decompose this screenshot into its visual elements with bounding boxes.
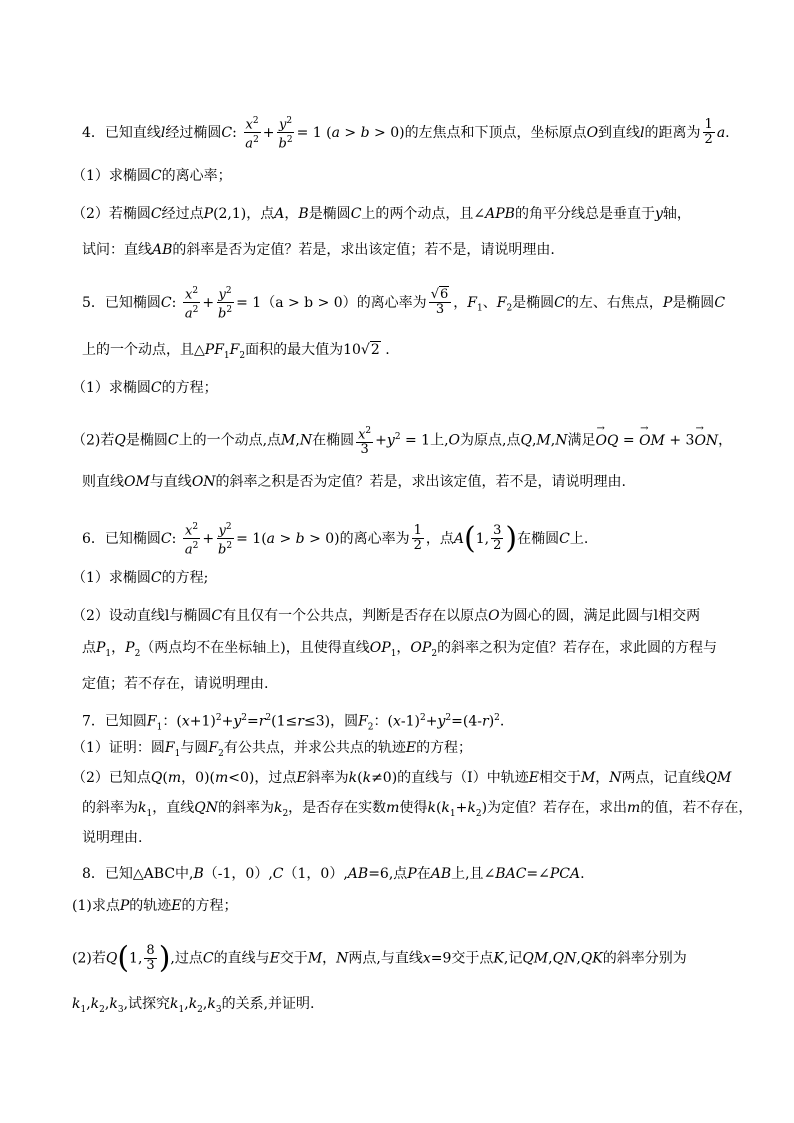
problem-7-part-2-cont: 的斜率为$k_1$，直线QN的斜率为$k_2$，是否存在实数m使得$k(k_1+k_2)$为定值？若存在，求出m的值，若不存在， — [82, 800, 753, 819]
problem-7-part-2-cont2: 说明理由. — [82, 830, 143, 846]
problem-5-statement-cont: 上的一个动点，且$\triangle PF_1F_2$面积的最大值为10√2 . — [82, 342, 390, 361]
problem-5-part-1: （1）求椭圆C的方程； — [72, 380, 218, 396]
problem-7-part-2: （2）已知点Q(m，0)(m<0)，过点E斜率为k(k≠0)的直线与（Ⅰ）中轨迹E相交于M，N两点，记直线QM — [72, 770, 732, 786]
problem-5-part-2-cont: 则直线OM与直线ON的斜率之积是否为定值？若是，求出该定值，若不是，请说明理由. — [82, 474, 626, 490]
problem-6-part-2: （2）设动直线l与椭圆C有且仅有一个公共点，判断是否存在以原点O为圆心的圆，满足此圆与l相交两 — [72, 608, 701, 624]
problem-4-part-1: （1）求椭圆C的离心率； — [72, 168, 232, 184]
problem-5-statement: 5．已知椭圆C: $\frac{x^2}{a^2}$ + $\frac{y^2}{b^2}$ = 1（a > b > 0）的离心率为 $\frac{√6}{3}$ ，$F_1$、$F_2$是椭圆C的左、右焦点，P是椭圆C — [82, 286, 726, 322]
problem-8-part-1: (1)求点P的轨迹E的方程； — [72, 898, 238, 914]
problem-4-part-2-cont: 试问：直线AB的斜率是否为定值？若是，求出该定值；若不是，请说明理由. — [82, 242, 555, 258]
problem-6-statement: 6．已知椭圆C: $\frac{x^2}{a^2}$ + $\frac{y^2}{b^2}$ = 1(a > b > 0)的离心率为 $\frac{1}{2}$ ，点A(1, $\frac{3}{2}$ )在椭圆C上. — [82, 520, 589, 558]
problem-4-statement: 4．已知直线l经过椭圆C: $\frac{x^2}{a^2}$ + $\frac{y^2}{b^2}$ = 1 (a > b > 0)的左焦点和下顶点，坐标原点O到直线l的距离为 $\frac{1}{2}$ a. — [82, 116, 730, 152]
problem-6-part-1: （1）求椭圆C的方程; — [72, 570, 209, 586]
problem-8-statement: 8．已知△ABC中,B（-1，0）,C（1，0）,AB=6,点P在AB上,且∠BAC=∠PCA. — [82, 866, 585, 882]
problem-7-statement: 7．已知圆$F_1$：$(x+1)^2+y^2=r^2(1\le r\le 3)$，圆$F_2$：$(x-1)^2+y^2=(4-r)^2$. — [82, 713, 505, 733]
problem-6-part-2-cont: 点$P_1$，$P_2$（两点均不在坐标轴上)，且使得直线$OP_1$，$OP_2$的斜率之积为定值？若存在，求此圆的方程与 — [82, 640, 718, 659]
problem-5-part-2: （2)若Q是椭圆C上的一个动点,点M,N在椭圆 $\frac{x^2}{3}$ $+y^2 = 1$上,O为原点,点Q,M,N满足→ OQ = → OM + 3→ ON， — [72, 424, 724, 457]
problem-6-part-2-cont2: 定值；若不存在，请说明理由. — [82, 676, 269, 692]
problem-8-part-2-cont: $k_1,k_2,k_3$,试探究$k_1,k_2,k_3$的关系,并证明. — [72, 996, 315, 1015]
problem-4-part-2: （2）若椭圆C经过点P(2,1)，点A，B是椭圆C上的两个动点，且∠APB的角平分线总是垂直于y轴， — [72, 206, 691, 222]
problem-7-part-1: （1）证明：圆$F_1$与圆$F_2$有公共点，并求公共点的轨迹E的方程； — [72, 740, 473, 759]
problem-8-part-2: (2)若Q(1, $\frac{8}{3}$ ),过点C的直线与E交于M，N两点,与直线x=9交于点K,记QM,QN,QK的斜率分别为 — [72, 940, 687, 976]
